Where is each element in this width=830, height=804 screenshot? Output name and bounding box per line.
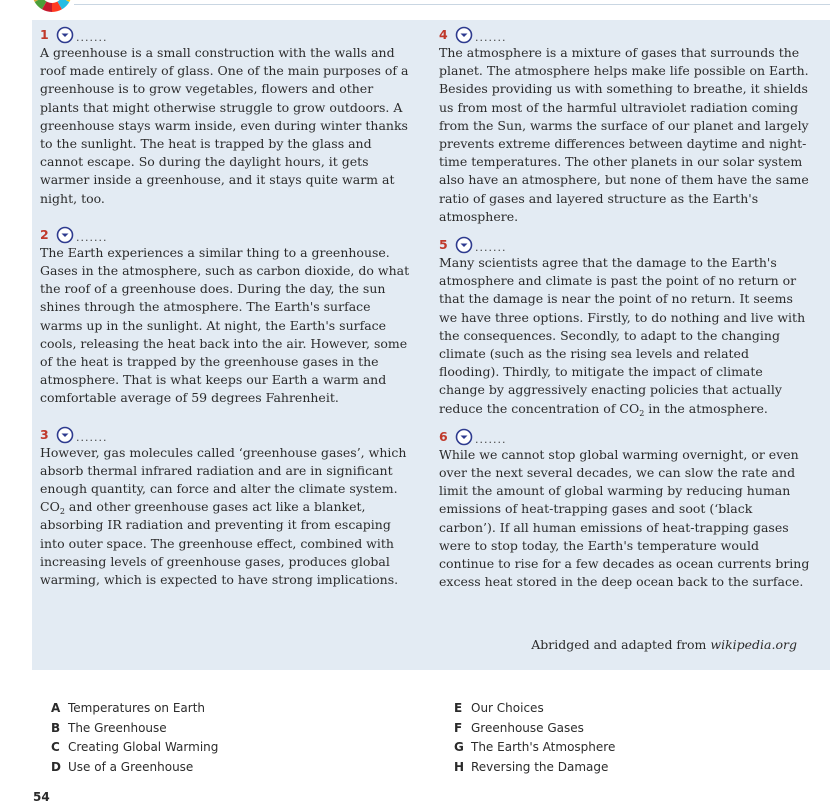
paragraph-2: The Earth experiences a similar thing to a greenhouse. Gases in the atmosphere, such as carbon dioxide, do what the roof of a greenhouse does. During the day, the sun shines through the atmosphere. The Earth's surface warms up in the sunlight. At night, the Earth's surface cools, releasing the heat back into the air. However, some of the heat is trapped by the greenhouse gases in the atmosphere. That is what keeps our Earth a warm and comfortable average of 59 degrees Fahrenheit. [40, 244, 410, 406]
sdg-wheel-logo [28, 0, 76, 20]
top-rule [74, 4, 830, 5]
section-number: 3 [40, 426, 49, 442]
section-number: 5 [439, 236, 448, 252]
dropdown-answer-icon[interactable] [56, 26, 74, 44]
section-number: 2 [40, 226, 49, 242]
option-item: D Use of a Greenhouse [51, 760, 194, 775]
option-item: F Greenhouse Gases [454, 720, 584, 735]
dropdown-answer-icon[interactable] [56, 426, 74, 444]
source-credit: Abridged and adapted from wikipedia.org [531, 637, 797, 652]
left-column [40, 26, 412, 589]
answer-blank[interactable]: ....... [475, 30, 507, 44]
dropdown-answer-icon[interactable] [455, 26, 473, 44]
paragraph-1: A greenhouse is a small construction with the walls and roof made entirely of glass. One of the main purposes of a greenhouse is to grow vegetables, flowers and other plants that might otherwise struggle to grow outdoors. A greenhouse stays warm inside, even during winter thanks to the sunlight. The heat is trapped by the glass and cannot escape. So during the daylight hours, it gets warmer inside a greenhouse, and it stays quite warm at night, too. [40, 45, 409, 206]
right-column [439, 26, 811, 591]
option-item: G The Earth's Atmosphere [454, 740, 616, 755]
section-number: 4 [439, 26, 448, 42]
section-number: 6 [439, 428, 448, 444]
option-item: A Temperatures on Earth [51, 701, 206, 715]
option-item: B The Greenhouse [51, 720, 167, 735]
paragraph-4: The atmosphere is a mixture of gases that surrounds the planet. The atmosphere helps make life possible on Earth. Besides providing us with something to breathe, it shields us from most of the harmful ultraviolet radiation coming from the Sun, warms the surface of our planet and largely prevents extreme differences between daytime and night-time temperatures. The other planets in our solar system also have an atmosphere, but none of them have the same ratio of gases and layered structure as the Earth's atmosphere. [439, 45, 809, 224]
answer-blank[interactable]: ....... [76, 30, 108, 44]
dropdown-answer-icon[interactable] [455, 236, 473, 254]
paragraph-6: While we cannot stop global warming overnight, or even over the next several decades, we can slow the rate and limit the amount of global warming by reducing human emissions of heat-trapping gases and soot (‘black carbon’). If all human emissions of heat-trapping gases were to stop today, the Earth's temperature would continue to rise for a few decades as ocean currents bring excess heat stored in the deep ocean back to the surface. [439, 446, 810, 590]
options-left [51, 699, 218, 778]
source-site: wikipedia.org [710, 637, 797, 652]
paragraph-3: However, gas molecules called ‘greenhouse gases’, which absorb thermal infrared radiation and are in significant enough quantity, can force and alter the climate system. $CO_2$ and other greenhouse gases act like a blanket, absorbing IR radiation and preventing it from escaping into outer space. The greenhouse effect, combined with increasing levels of greenhouse gases, produces global warming, which is expected to have strong implications. [40, 444, 407, 588]
heading-gap-4 [439, 26, 811, 44]
heading-gap-5 [439, 236, 811, 254]
heading-gap-1 [40, 26, 412, 44]
options-right [454, 699, 615, 778]
answer-blank[interactable]: ....... [76, 430, 108, 444]
dropdown-answer-icon[interactable] [56, 226, 74, 244]
paragraph-5: Many scientists agree that the damage to the Earth's atmosphere and climate is past the point of no return or that the damage is near the point of no return. It seems we have three options. Firstly, to do nothing and live with the consequences. Secondly, to adapt to the changing climate (such as the rising sea levels and related flooding). Thirdly, to mitigate the impact of climate change by aggressively enacting policies that actually reduce the concentration of $CO_2$ in the atmosphere. [439, 255, 806, 418]
heading-gap-6 [439, 428, 811, 446]
option-item: E Our Choices [454, 701, 544, 715]
option-item: H Reversing the Damage [454, 760, 609, 775]
answer-blank[interactable]: ....... [475, 432, 507, 446]
heading-gap-2 [40, 226, 412, 244]
answer-blank[interactable]: ....... [76, 230, 108, 244]
section-number: 1 [40, 26, 49, 42]
dropdown-answer-icon[interactable] [455, 428, 473, 446]
page-number: 54 [33, 790, 50, 804]
option-item: C Creating Global Warming [51, 740, 219, 755]
heading-gap-3 [40, 426, 412, 444]
answer-blank[interactable]: ....... [475, 240, 507, 254]
